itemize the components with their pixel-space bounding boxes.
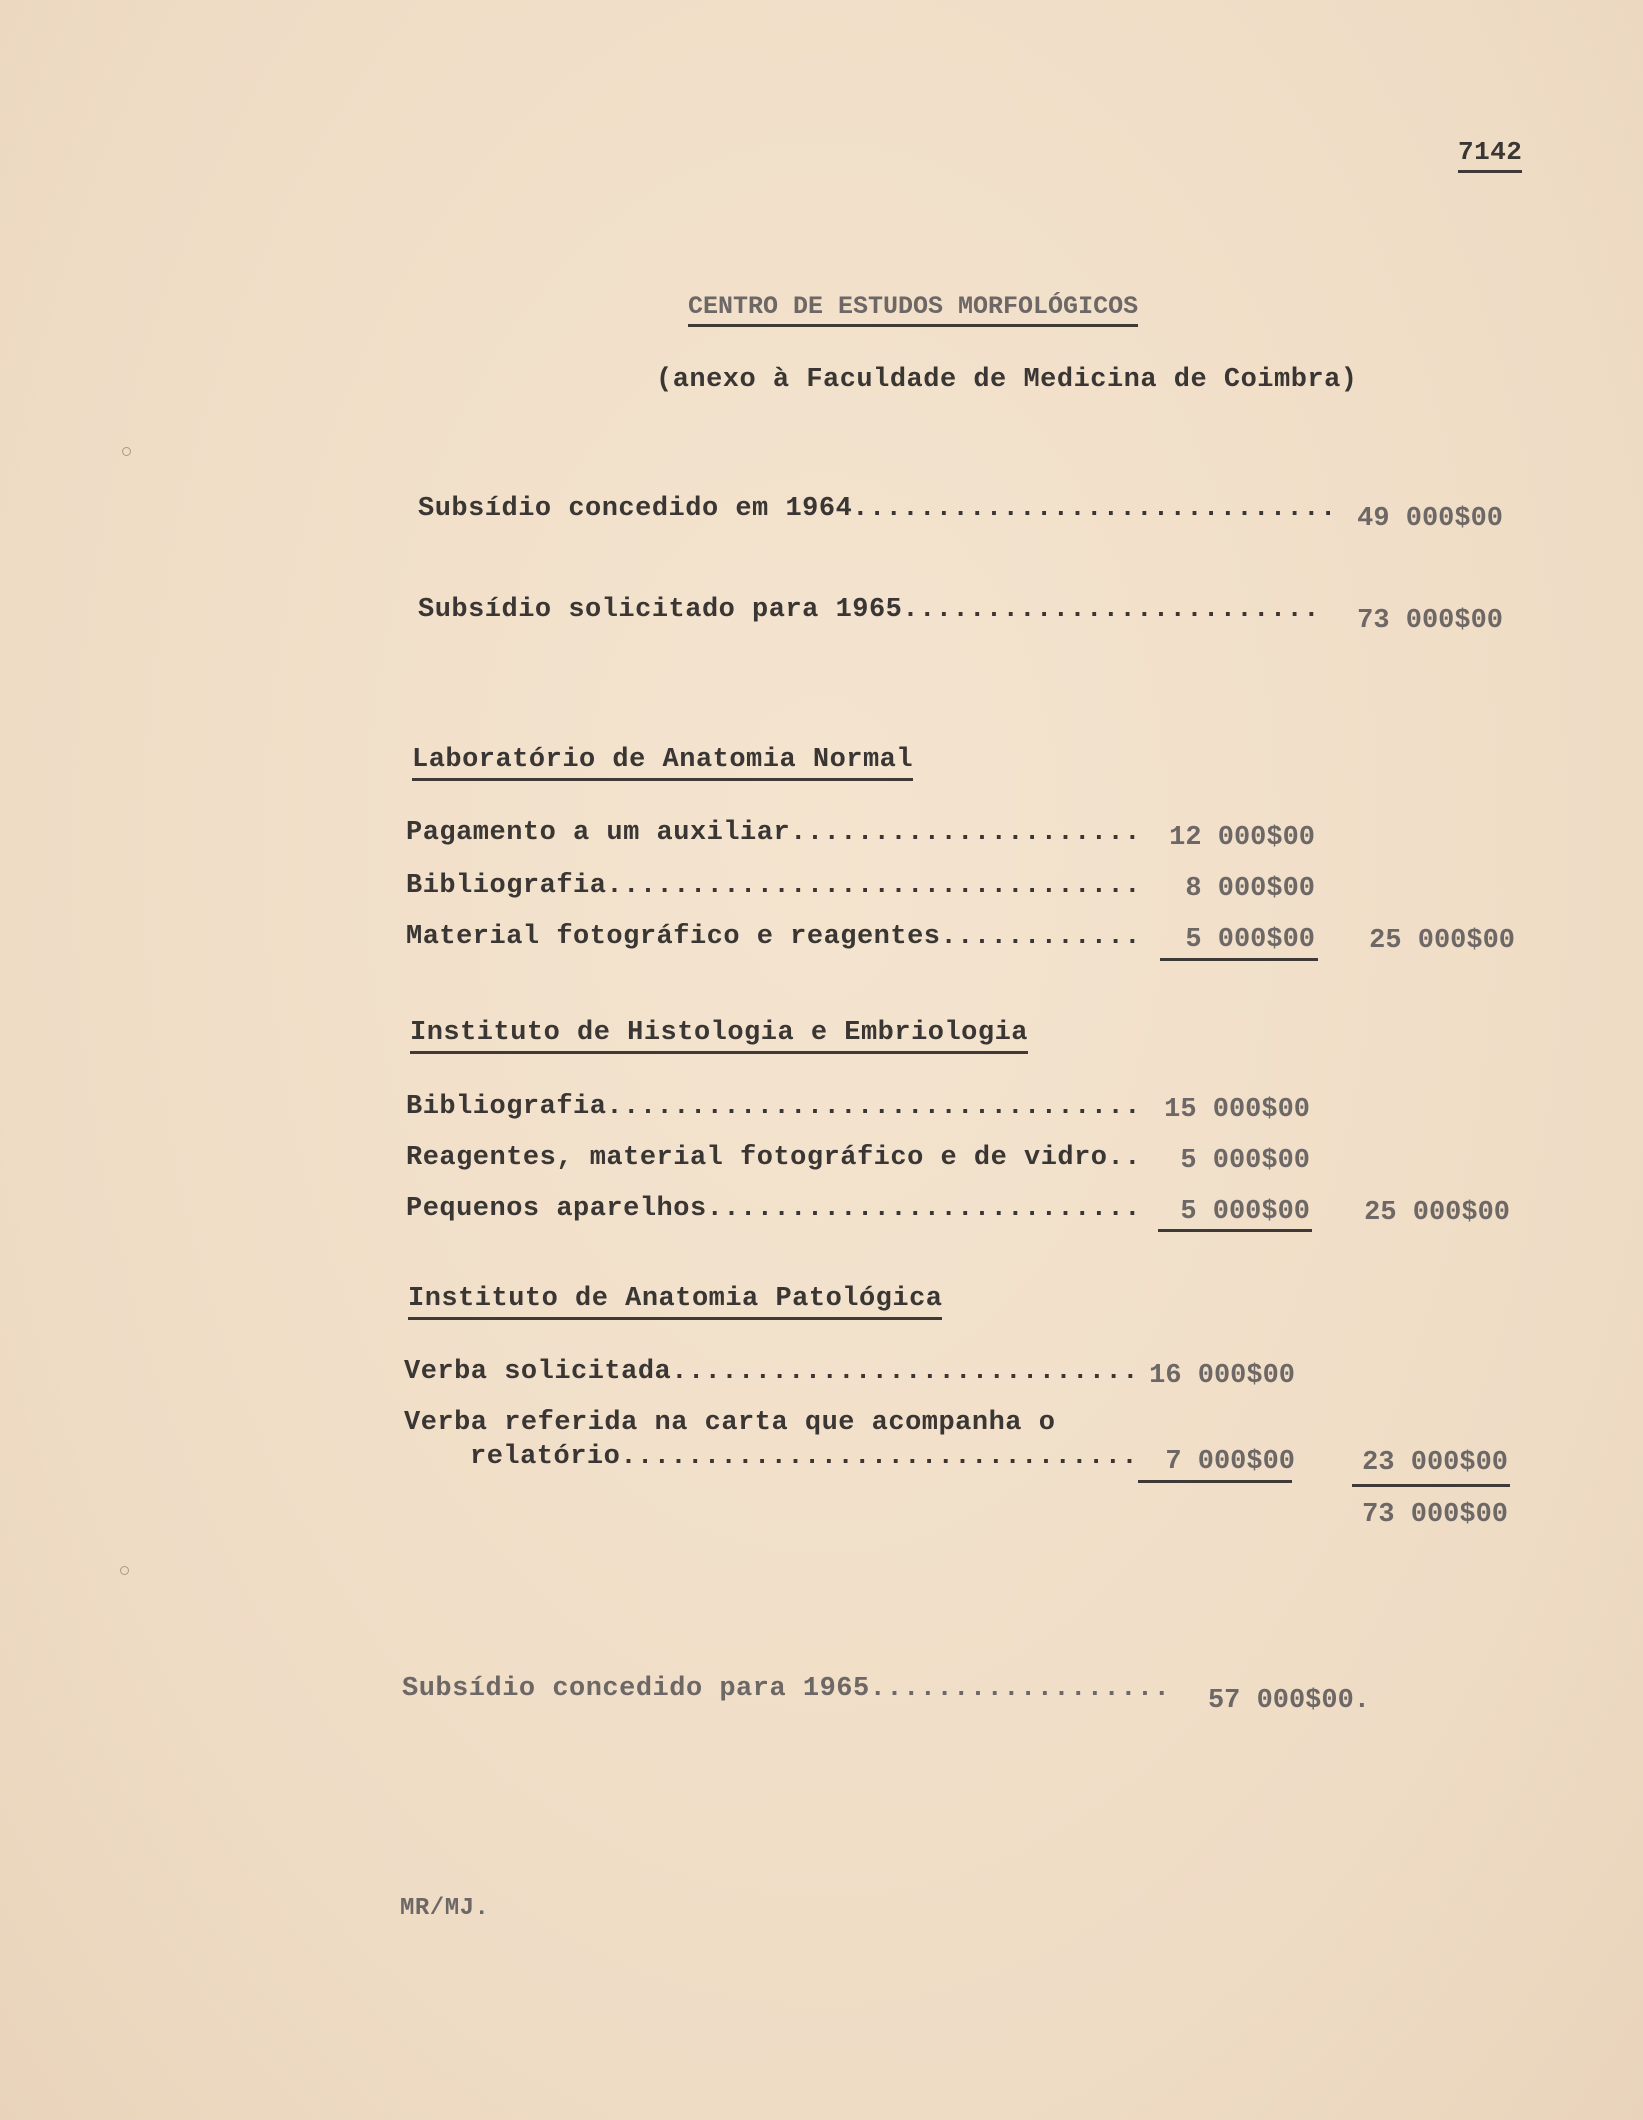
item-amount: 5 000$00 xyxy=(1180,1146,1310,1176)
item-amount: 5 000$00 xyxy=(1185,925,1315,955)
requested-1965-label: Subsídio solicitado para 1965......................... xyxy=(418,595,1320,625)
item-amount: 8 000$00 xyxy=(1185,874,1315,904)
item-label-continued: relatório............................... xyxy=(470,1442,1139,1472)
grand-total: 73 000$00 xyxy=(1362,1500,1508,1530)
granted-1965-amount: 57 000$00. xyxy=(1207,1686,1370,1716)
section-total: 23 000$00 xyxy=(1362,1448,1508,1478)
granted-1964-label: Subsídio concedido em 1964............................. xyxy=(418,494,1337,524)
section-total: 25 000$00 xyxy=(1369,926,1515,956)
item-amount: 15 000$00 xyxy=(1164,1095,1310,1125)
section-heading-anatomia-patologica: Instituto de Anatomia Patológica xyxy=(408,1284,942,1320)
section-heading-histologia: Instituto de Histologia e Embriologia xyxy=(410,1018,1028,1054)
initials: MR/MJ. xyxy=(400,1895,490,1922)
requested-1965-amount: 73 000$00 xyxy=(1357,606,1503,636)
subtotal-rule xyxy=(1158,1229,1312,1232)
item-amount: 12 000$00 xyxy=(1169,823,1315,853)
document-subtitle: (anexo à Faculdade de Medicina de Coimbra) xyxy=(656,365,1358,395)
item-label: Pagamento a um auxiliar..................... xyxy=(406,818,1141,848)
item-label: Pequenos aparelhos.......................... xyxy=(406,1194,1141,1224)
item-label: Material fotográfico e reagentes............ xyxy=(406,922,1141,952)
punch-mark xyxy=(120,1566,129,1575)
punch-mark xyxy=(122,447,131,456)
item-label: Bibliografia................................ xyxy=(406,1092,1141,1122)
item-amount: 16 000$00 xyxy=(1149,1361,1295,1391)
item-amount: 5 000$00 xyxy=(1180,1197,1310,1227)
item-label: Reagentes, material fotográfico e de vidro.. xyxy=(406,1143,1141,1173)
subtotal-rule xyxy=(1160,958,1318,961)
item-amount: 7 000$00 xyxy=(1165,1447,1295,1477)
subtotal-rule xyxy=(1138,1480,1292,1483)
item-label: Verba referida na carta que acompanha o xyxy=(404,1408,1056,1438)
total-rule xyxy=(1352,1484,1510,1487)
item-label: Bibliografia................................ xyxy=(406,871,1141,901)
granted-1965-label: Subsídio concedido para 1965.................. xyxy=(402,1674,1171,1704)
document-title: CENTRO DE ESTUDOS MORFOLÓGICOS xyxy=(688,292,1138,327)
section-heading-anatomia-normal: Laboratório de Anatomia Normal xyxy=(412,745,913,781)
item-label: Verba solicitada............................ xyxy=(404,1357,1139,1387)
page-number: 7142 xyxy=(1458,137,1522,173)
granted-1964-amount: 49 000$00 xyxy=(1357,504,1503,534)
section-total: 25 000$00 xyxy=(1364,1198,1510,1228)
